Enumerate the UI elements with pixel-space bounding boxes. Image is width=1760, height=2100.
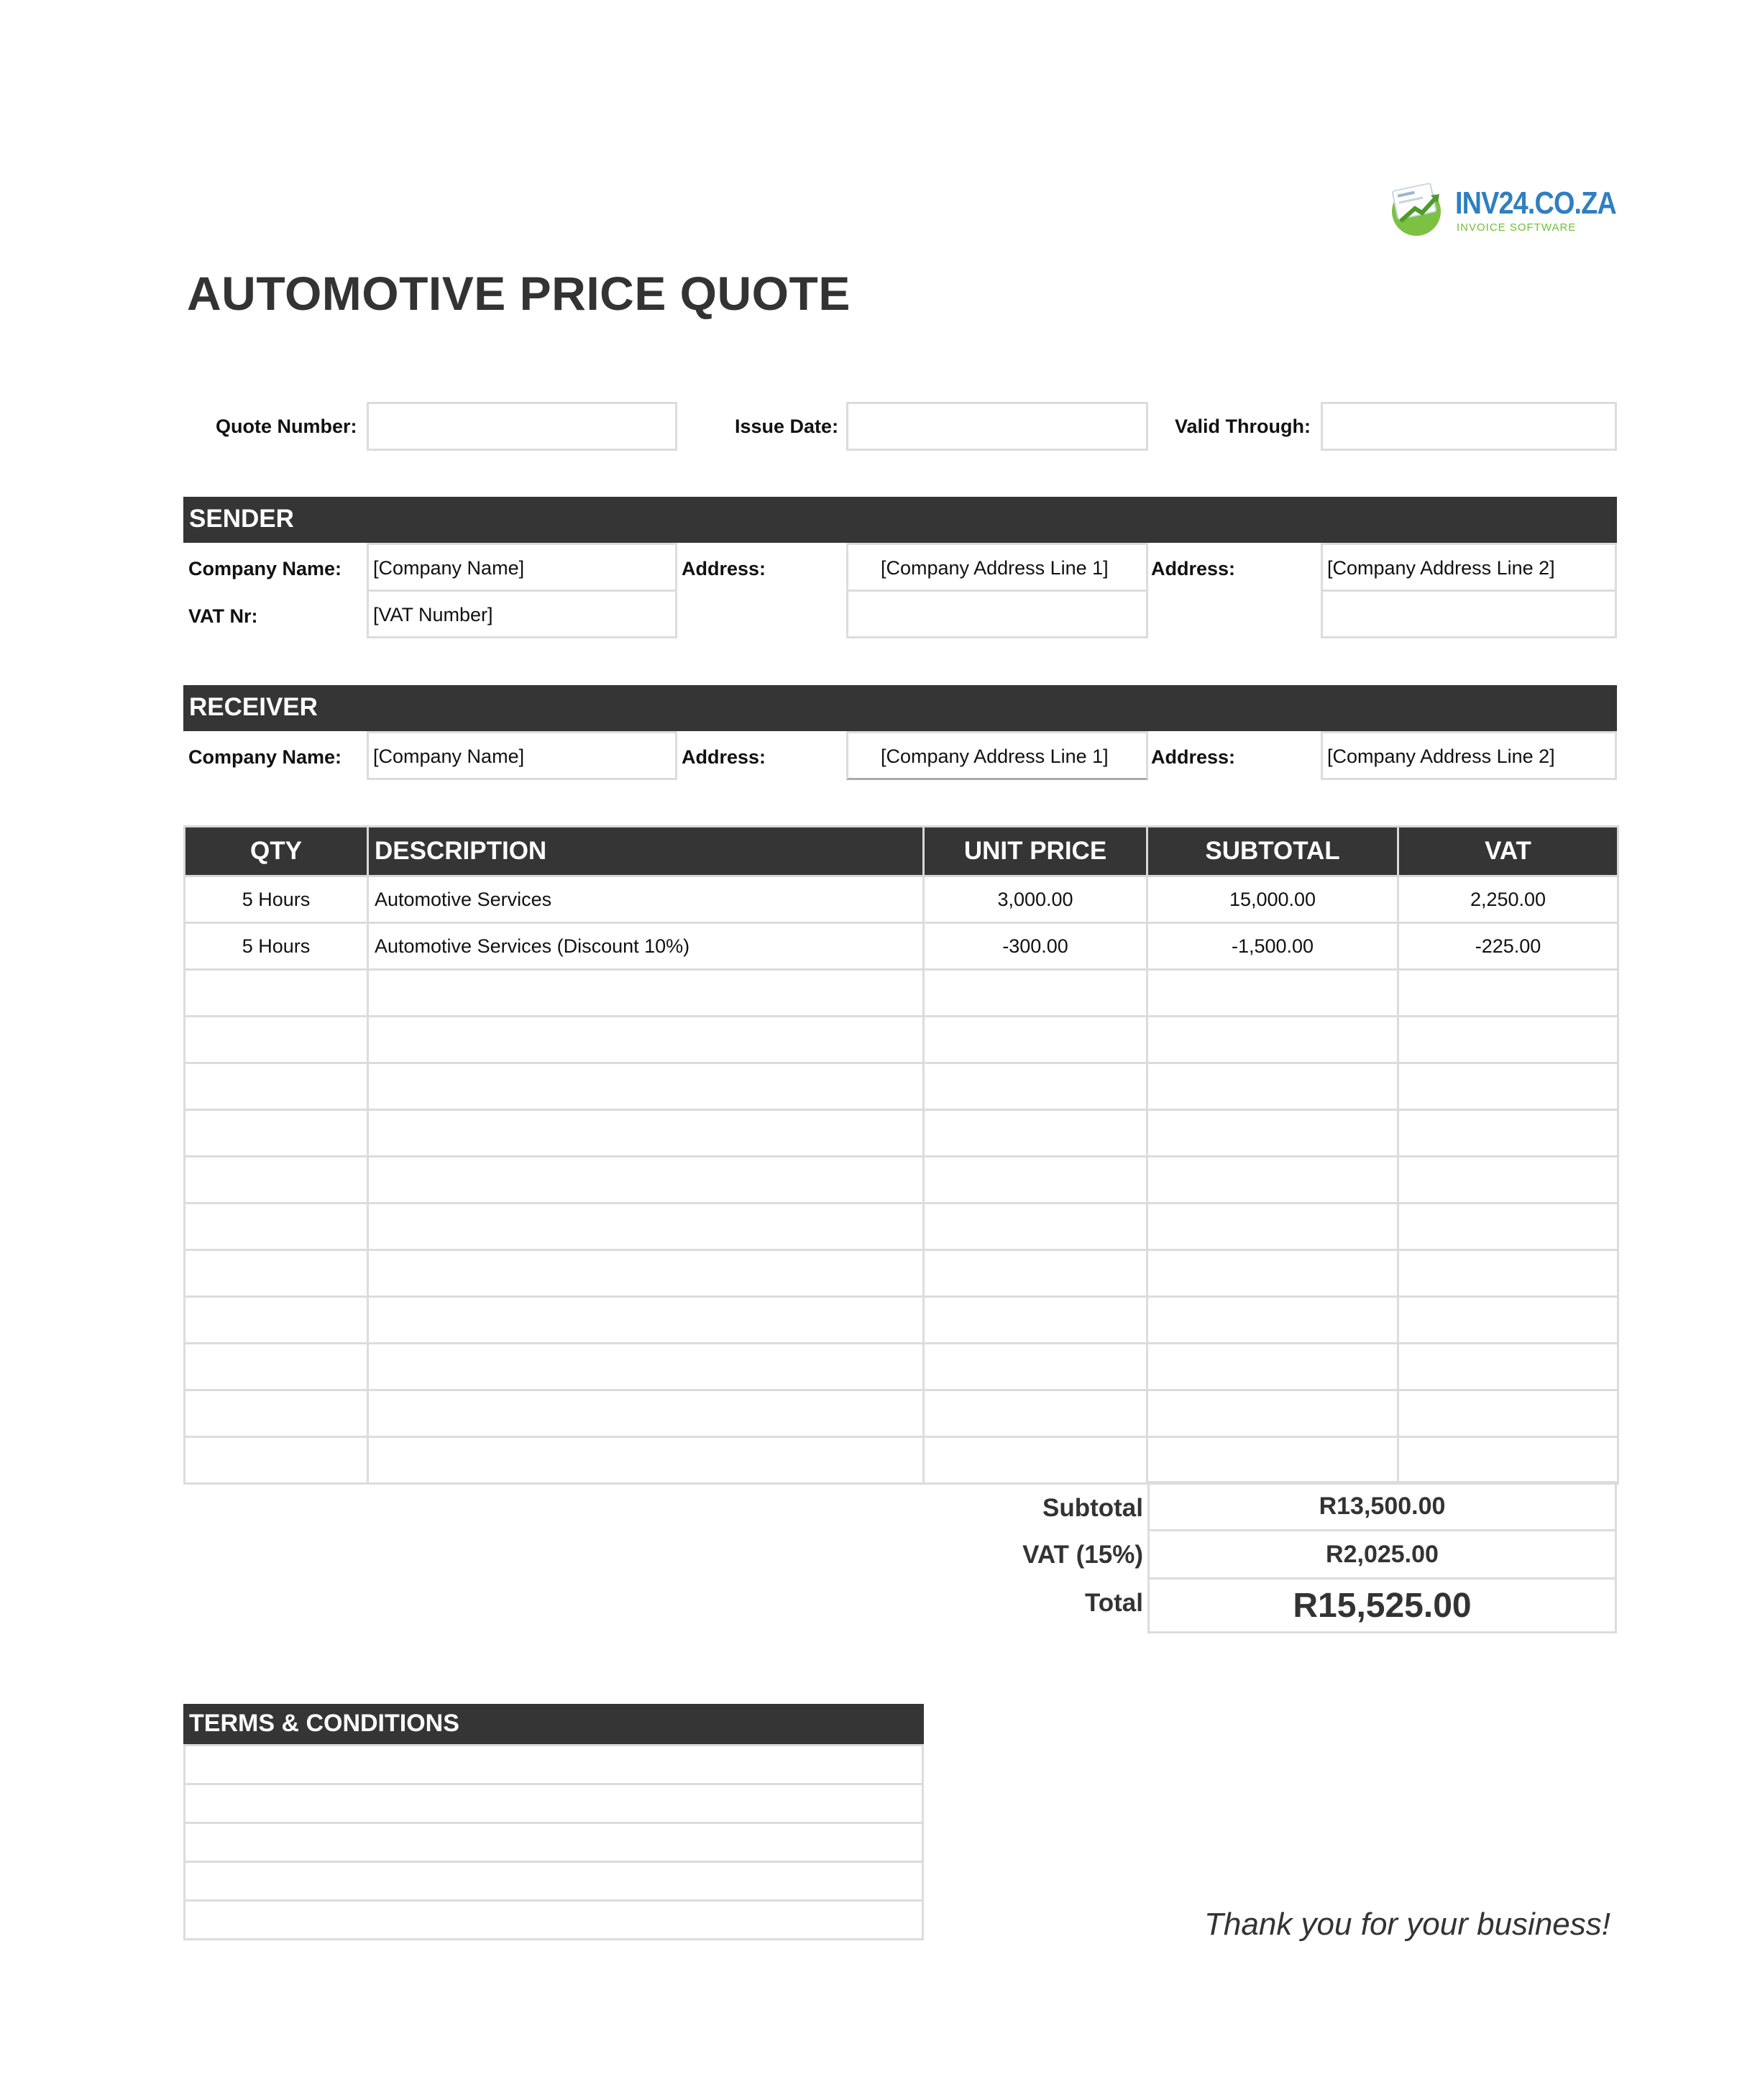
table-row[interactable] bbox=[185, 923, 1618, 970]
quote-number-field[interactable] bbox=[367, 402, 677, 451]
terms-heading: TERMS & CONDITIONS bbox=[183, 1704, 924, 1744]
qty-column-header: QTY bbox=[185, 827, 368, 876]
logo-tagline: INVOICE SOFTWARE bbox=[1457, 221, 1577, 234]
item-subtotal[interactable] bbox=[1147, 1297, 1398, 1344]
issue-date-field[interactable] bbox=[846, 402, 1148, 451]
thank-you-message: Thank you for your business! bbox=[1204, 1907, 1610, 1942]
table-row[interactable] bbox=[185, 1437, 1618, 1484]
quote-number-label: Quote Number: bbox=[216, 416, 357, 437]
valid-through-field[interactable] bbox=[1321, 402, 1617, 451]
sender-vat-field[interactable]: [VAT Number] bbox=[367, 590, 677, 638]
table-row[interactable] bbox=[185, 1344, 1618, 1390]
logo-name: INV24.CO.ZA bbox=[1455, 185, 1616, 221]
item-qty[interactable] bbox=[185, 1250, 368, 1297]
sender-address2-label: Address: bbox=[1151, 558, 1236, 579]
terms-table[interactable] bbox=[183, 1744, 924, 1940]
item-subtotal[interactable] bbox=[1147, 1250, 1398, 1297]
item-description[interactable] bbox=[368, 1344, 924, 1390]
description-column-header: DESCRIPTION bbox=[368, 827, 924, 876]
item-subtotal[interactable] bbox=[1147, 1344, 1398, 1390]
item-description[interactable] bbox=[368, 1437, 924, 1484]
issue-date-label: Issue Date: bbox=[735, 416, 839, 437]
item-unit-price[interactable] bbox=[924, 1297, 1147, 1344]
receiver-company-label: Company Name: bbox=[188, 746, 342, 768]
item-description[interactable] bbox=[368, 1157, 924, 1203]
unit-price-column-header: UNIT PRICE bbox=[924, 827, 1147, 876]
item-qty[interactable] bbox=[185, 1157, 368, 1203]
item-subtotal[interactable] bbox=[1147, 1203, 1398, 1250]
item-subtotal[interactable] bbox=[1147, 1390, 1398, 1437]
item-qty[interactable] bbox=[185, 1390, 368, 1437]
sender-address-line2-field[interactable]: [Company Address Line 2] bbox=[1321, 543, 1617, 592]
sender-company-label: Company Name: bbox=[188, 558, 342, 579]
terms-line[interactable] bbox=[185, 1746, 923, 1784]
item-vat[interactable] bbox=[1398, 970, 1618, 1017]
item-vat[interactable]: 2,250.00 bbox=[1398, 876, 1618, 923]
item-subtotal[interactable] bbox=[1147, 970, 1398, 1017]
table-row[interactable] bbox=[185, 876, 1618, 923]
item-subtotal[interactable] bbox=[1147, 1063, 1398, 1110]
item-subtotal[interactable] bbox=[1147, 1157, 1398, 1203]
item-unit-price[interactable] bbox=[924, 1437, 1147, 1484]
item-vat[interactable] bbox=[1398, 1344, 1618, 1390]
item-vat[interactable] bbox=[1398, 1250, 1618, 1297]
table-row[interactable] bbox=[185, 1110, 1618, 1157]
sender-address-label: Address: bbox=[682, 558, 766, 579]
item-description[interactable] bbox=[368, 1297, 924, 1344]
item-description[interactable] bbox=[368, 1390, 924, 1437]
item-vat[interactable] bbox=[1398, 1110, 1618, 1157]
vat-column-header: VAT bbox=[1398, 827, 1618, 876]
item-vat[interactable] bbox=[1398, 1203, 1618, 1250]
item-vat[interactable] bbox=[1398, 1157, 1618, 1203]
item-subtotal[interactable]: -1,500.00 bbox=[1147, 923, 1398, 970]
item-unit-price[interactable]: -300.00 bbox=[924, 923, 1147, 970]
item-description[interactable] bbox=[368, 1250, 924, 1297]
vat-total-label: VAT (15%) bbox=[1022, 1541, 1143, 1569]
sender-vat-label: VAT Nr: bbox=[188, 605, 258, 627]
item-qty[interactable] bbox=[185, 1017, 368, 1063]
receiver-address-line2-field[interactable]: [Company Address Line 2] bbox=[1321, 731, 1617, 780]
sender-address-line1-field[interactable]: [Company Address Line 1] bbox=[846, 543, 1148, 592]
valid-through-label: Valid Through: bbox=[1175, 416, 1311, 437]
item-qty[interactable]: 5 Hours bbox=[185, 923, 368, 970]
item-description[interactable]: Automotive Services (Discount 10%) bbox=[368, 923, 924, 970]
receiver-address-line1-field[interactable]: [Company Address Line 1] bbox=[846, 731, 1148, 780]
item-unit-price[interactable] bbox=[924, 1390, 1147, 1437]
item-unit-price[interactable] bbox=[924, 1063, 1147, 1110]
item-description[interactable] bbox=[368, 1063, 924, 1110]
item-vat[interactable] bbox=[1398, 1437, 1618, 1484]
receiver-heading: RECEIVER bbox=[183, 685, 1617, 731]
item-unit-price[interactable] bbox=[924, 1017, 1147, 1063]
terms-line[interactable] bbox=[185, 1862, 923, 1901]
sender-address-line1b-field[interactable] bbox=[846, 590, 1148, 638]
table-row[interactable] bbox=[185, 1297, 1618, 1344]
table-row[interactable] bbox=[185, 1017, 1618, 1063]
table-row[interactable] bbox=[185, 1250, 1618, 1297]
subtotal-label: Subtotal bbox=[1042, 1494, 1143, 1522]
item-description[interactable] bbox=[368, 1017, 924, 1063]
table-row[interactable] bbox=[185, 1157, 1618, 1203]
item-unit-price[interactable] bbox=[924, 970, 1147, 1017]
table-row[interactable] bbox=[185, 1203, 1618, 1250]
item-vat[interactable]: -225.00 bbox=[1398, 923, 1618, 970]
item-subtotal[interactable] bbox=[1147, 1110, 1398, 1157]
receiver-address2-label: Address: bbox=[1151, 746, 1236, 768]
item-qty[interactable] bbox=[185, 1297, 368, 1344]
item-unit-price[interactable] bbox=[924, 1203, 1147, 1250]
item-vat[interactable] bbox=[1398, 1390, 1618, 1437]
item-subtotal[interactable] bbox=[1147, 1017, 1398, 1063]
subtotal-value: R13,500.00 bbox=[1149, 1482, 1616, 1531]
sender-address-line2b-field[interactable] bbox=[1321, 590, 1617, 638]
item-unit-price[interactable]: 3,000.00 bbox=[924, 876, 1147, 923]
item-vat[interactable] bbox=[1398, 1063, 1618, 1110]
receiver-company-field[interactable]: [Company Name] bbox=[367, 731, 677, 780]
item-subtotal[interactable]: 15,000.00 bbox=[1147, 876, 1398, 923]
item-description[interactable]: Automotive Services bbox=[368, 876, 924, 923]
terms-line[interactable] bbox=[185, 1901, 923, 1940]
sender-heading: SENDER bbox=[183, 497, 1617, 543]
item-description[interactable] bbox=[368, 1110, 924, 1157]
item-qty[interactable] bbox=[185, 1063, 368, 1110]
total-label: Total bbox=[1084, 1589, 1143, 1617]
item-unit-price[interactable] bbox=[924, 1157, 1147, 1203]
item-qty[interactable] bbox=[185, 1344, 368, 1390]
item-description[interactable] bbox=[368, 970, 924, 1017]
grand-total-value: R15,525.00 bbox=[1149, 1579, 1616, 1633]
item-qty[interactable] bbox=[185, 970, 368, 1017]
terms-line[interactable] bbox=[185, 1784, 923, 1823]
sender-company-field[interactable]: [Company Name] bbox=[367, 543, 677, 592]
item-qty[interactable] bbox=[185, 1203, 368, 1250]
item-vat[interactable] bbox=[1398, 1017, 1618, 1063]
item-qty[interactable]: 5 Hours bbox=[185, 876, 368, 923]
terms-line[interactable] bbox=[185, 1823, 923, 1862]
item-unit-price[interactable] bbox=[924, 1110, 1147, 1157]
totals-table bbox=[1147, 1481, 1617, 1633]
item-unit-price[interactable] bbox=[924, 1344, 1147, 1390]
subtotal-column-header: SUBTOTAL bbox=[1147, 827, 1398, 876]
item-description[interactable] bbox=[368, 1203, 924, 1250]
item-subtotal[interactable] bbox=[1147, 1437, 1398, 1484]
item-vat[interactable] bbox=[1398, 1297, 1618, 1344]
item-unit-price[interactable] bbox=[924, 1250, 1147, 1297]
receiver-address-label: Address: bbox=[682, 746, 766, 768]
table-row[interactable] bbox=[185, 1063, 1618, 1110]
items-table bbox=[183, 825, 1619, 1485]
items-header-row bbox=[185, 827, 1618, 876]
table-row[interactable] bbox=[185, 1390, 1618, 1437]
vat-total-value: R2,025.00 bbox=[1149, 1531, 1616, 1579]
table-row[interactable] bbox=[185, 970, 1618, 1017]
page-title: AUTOMOTIVE PRICE QUOTE bbox=[187, 267, 851, 320]
document-growth-icon bbox=[1386, 177, 1451, 237]
item-qty[interactable] bbox=[185, 1437, 368, 1484]
item-qty[interactable] bbox=[185, 1110, 368, 1157]
